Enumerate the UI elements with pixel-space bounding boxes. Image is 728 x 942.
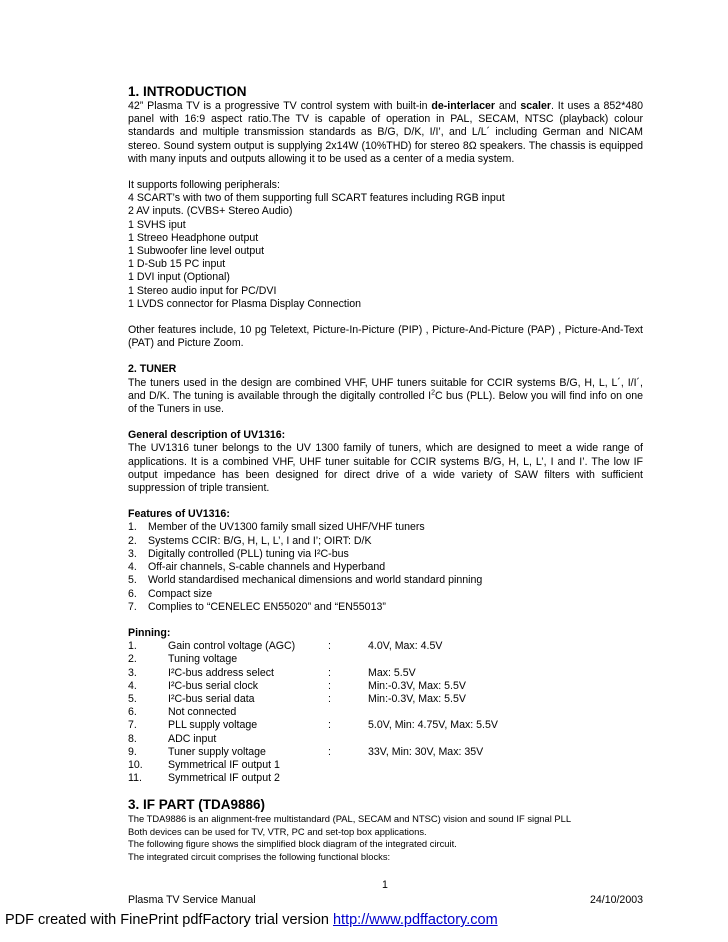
pin-separator bbox=[328, 706, 368, 719]
tuner-text-1: The tuners used in the design are combined VHF, UHF tuners suitable for CCIR systems B/G, H, L, L´, I/I´, and D/K. The tuning is available through the digitally controlled I bbox=[128, 376, 643, 402]
pin-value bbox=[368, 706, 498, 719]
pin-number: 7. bbox=[128, 719, 137, 732]
pin-row bbox=[128, 680, 498, 693]
pin-value: Min:-0.3V, Max: 5.5V bbox=[368, 679, 466, 692]
pin-name: I²C-bus serial clock bbox=[168, 679, 259, 692]
pin-name: Symmetrical IF output 1 bbox=[168, 758, 280, 771]
pin-row bbox=[128, 667, 498, 680]
pin-separator: : bbox=[328, 692, 331, 705]
pin-separator: : bbox=[328, 719, 331, 732]
feature-item: 1. Member of the UV1300 family small sized UHF/VHF tuners bbox=[128, 521, 425, 534]
pin-name: Tuner supply voltage bbox=[168, 745, 266, 758]
pin-separator: : bbox=[328, 679, 331, 692]
pin-separator bbox=[328, 733, 368, 746]
peripheral-item: 1 SVHS iput bbox=[128, 218, 186, 231]
intro-text-3: . It uses a 852*480 panel with 16:9 aspect ratio.The TV is capable of operation in PAL, SECAM, NTSC (playback) colour standards and multiple transmission standards as B/G, D/K, I/I’, and L/L´ including German and NICAM stereo. Sound system output is supplying 2x14W (10%THD) for stereo 8Ω speakers. The chassis is equipped with many inputs and outputs allowing it to be used as a center of a media system. bbox=[128, 100, 643, 165]
pin-separator: : bbox=[328, 666, 331, 679]
tuner-superscript: 2 bbox=[431, 389, 435, 397]
feature-item: 5. World standardised mechanical dimensions and world standard pinning bbox=[128, 574, 483, 587]
document-body bbox=[128, 84, 643, 863]
intro-text-2: and bbox=[494, 100, 521, 112]
intro-bold-scaler: scaler bbox=[520, 100, 552, 112]
pin-name: Not connected bbox=[168, 706, 237, 719]
peripherals-intro: It supports following peripherals: bbox=[128, 179, 280, 192]
pin-separator bbox=[328, 759, 368, 772]
peripheral-item: 1 D-Sub 15 PC input bbox=[128, 258, 226, 271]
pin-row bbox=[128, 746, 498, 759]
pdffactory-link[interactable]: http://www.pdffactory.com bbox=[332, 912, 498, 928]
features-list bbox=[128, 521, 643, 613]
peripheral-item: 1 Streeo Headphone output bbox=[128, 231, 259, 244]
pin-row bbox=[128, 719, 498, 732]
intro-bold-deinterlacer: de-interlacer bbox=[431, 100, 495, 112]
peripheral-item: 1 DVI input (Optional) bbox=[128, 271, 230, 284]
pinning-heading: Pinning: bbox=[128, 626, 171, 639]
pin-number: 3. bbox=[128, 666, 137, 679]
pin-value: Min:-0.3V, Max: 5.5V bbox=[368, 692, 466, 705]
pin-row bbox=[128, 706, 498, 719]
if-line: The integrated circuit comprises the following functional blocks: bbox=[128, 850, 391, 862]
general-description-heading: General description of UV1316: bbox=[128, 429, 286, 442]
feature-item: 2. Systems CCIR: B/G, H, L, L’, I and I’; OIRT: D/K bbox=[128, 534, 372, 547]
footer-manual-title: Plasma TV Service Manual bbox=[128, 894, 256, 906]
pinning-table bbox=[128, 640, 498, 785]
pin-name: PLL supply voltage bbox=[168, 719, 258, 732]
tuner-text-2: C bus (PLL). Below you will find info on one of the Tuners in use. bbox=[128, 389, 644, 416]
peripheral-item: 4 SCART’s with two of them supporting full SCART features including RGB input bbox=[128, 192, 505, 205]
pin-separator bbox=[328, 653, 368, 666]
pin-name: I²C-bus serial data bbox=[168, 692, 255, 705]
pin-value bbox=[368, 759, 498, 772]
pin-number: 1. bbox=[128, 640, 137, 653]
pin-separator: : bbox=[328, 745, 331, 758]
feature-item: 6. Compact size bbox=[128, 587, 213, 600]
pin-number: 8. bbox=[128, 732, 137, 745]
pin-value bbox=[368, 772, 498, 785]
if-part-heading: 3. IF PART (TDA9886) bbox=[128, 797, 266, 813]
pin-row bbox=[128, 693, 498, 706]
feature-item: 4. Off-air channels, S-cable channels and Hyperband bbox=[128, 561, 386, 574]
pin-row bbox=[128, 653, 498, 666]
peripheral-item: 1 Stereo audio input for PC/DVI bbox=[128, 284, 277, 297]
pin-number: 5. bbox=[128, 692, 137, 705]
intro-heading: 1. INTRODUCTION bbox=[128, 84, 247, 99]
tuner-heading: 2. TUNER bbox=[128, 363, 177, 376]
pin-name: Gain control voltage (AGC) bbox=[168, 640, 296, 653]
pin-row bbox=[128, 759, 498, 772]
page-number: 1 bbox=[382, 879, 388, 891]
pin-name: Symmetrical IF output 2 bbox=[168, 772, 280, 785]
peripherals-list bbox=[128, 192, 643, 311]
footer-date: 24/10/2003 bbox=[589, 894, 643, 906]
pin-number: 9. bbox=[128, 745, 137, 758]
general-description-paragraph: The UV1316 tuner belongs to the UV 1300 family of tuners, which are designed to meet a wide range of applications. It is a combined VHF, UHF tuner suitable for CCIR systems B/G, H, L, L’, I and I’. The low IF output impedance has been designed for direct drive of a wide variety of SAW filters with sufficient suppression of triple transient. bbox=[128, 442, 643, 495]
pin-value: 5.0V, Min: 4.75V, Max: 5.5V bbox=[368, 719, 498, 732]
pin-value: 4.0V, Max: 4.5V bbox=[368, 640, 443, 653]
tuner-paragraph bbox=[128, 377, 643, 417]
if-line: Both devices can be used for TV, VTR, PC and set-top box applications. bbox=[128, 825, 427, 837]
intro-paragraph bbox=[128, 100, 643, 166]
pin-value: 33V, Min: 30V, Max: 35V bbox=[368, 745, 484, 758]
if-line: The TDA9886 is an alignment-free multistandard (PAL, SECAM and NTSC) vision and sound IF signal PLL bbox=[128, 813, 572, 825]
intro-text-1: 42” Plasma TV is a progressive TV control system with built-in bbox=[128, 100, 432, 112]
pdf-banner-text: PDF created with FinePrint pdfFactory trial version bbox=[5, 912, 333, 928]
pin-number: 11. bbox=[128, 772, 142, 785]
if-line: The following figure shows the simplified block diagram of the integrated circuit. bbox=[128, 838, 457, 850]
features-heading: Features of UV1316: bbox=[128, 508, 230, 521]
pin-row bbox=[128, 640, 498, 653]
pin-separator bbox=[328, 772, 368, 785]
pin-name: ADC input bbox=[168, 732, 217, 745]
peripheral-item: 1 Subwoofer line level output bbox=[128, 245, 265, 258]
pin-row bbox=[128, 772, 498, 785]
other-features-paragraph: Other features include, 10 pg Teletext, Picture-In-Picture (PIP) , Picture-And-Picture (PAP) , Picture-And-Text (PAT) and Picture Zoom. bbox=[128, 324, 643, 350]
pin-value bbox=[368, 653, 498, 666]
pin-number: 10. bbox=[128, 758, 143, 771]
pin-name: I²C-bus address select bbox=[168, 666, 274, 679]
pin-row bbox=[128, 733, 498, 746]
pin-number: 6. bbox=[128, 706, 137, 719]
feature-item: 3. Digitally controlled (PLL) tuning via I²C-bus bbox=[128, 547, 349, 560]
pdf-creator-banner bbox=[5, 912, 498, 928]
pin-separator: : bbox=[328, 640, 331, 653]
peripheral-item: 1 LVDS connector for Plasma Display Connection bbox=[128, 297, 361, 310]
pin-name: Tuning voltage bbox=[168, 653, 238, 666]
pin-number: 2. bbox=[128, 653, 137, 666]
pin-number: 4. bbox=[128, 679, 137, 692]
pin-value bbox=[368, 733, 498, 746]
pin-value: Max: 5.5V bbox=[368, 666, 416, 679]
feature-item: 7. Complies to “CENELEC EN55020” and “EN55013” bbox=[128, 600, 386, 613]
peripheral-item: 2 AV inputs. (CVBS+ Stereo Audio) bbox=[128, 205, 293, 218]
